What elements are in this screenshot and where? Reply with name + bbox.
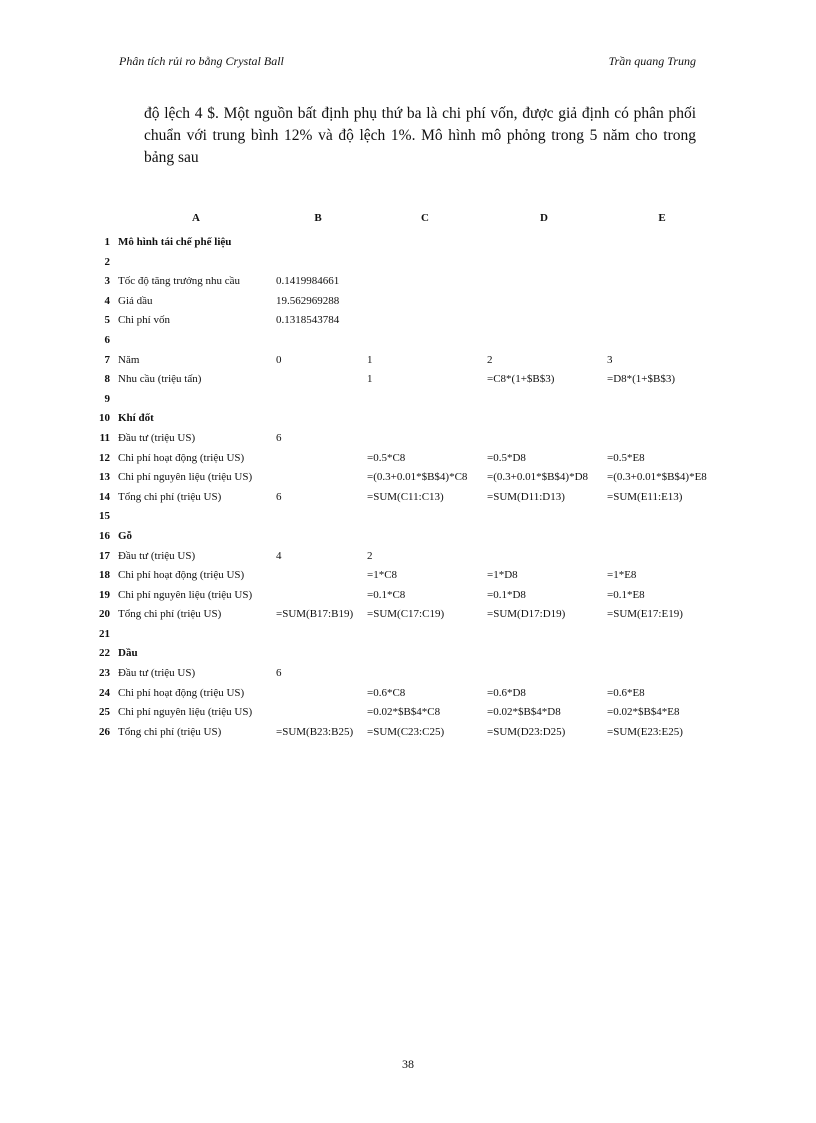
cell-d: =(0.3+0.01*$B$4)*D8 bbox=[487, 471, 589, 484]
row-number: 25 bbox=[99, 706, 110, 719]
row-number: 24 bbox=[99, 686, 110, 699]
cell-b: 0.1419984661 bbox=[276, 275, 340, 288]
cell-a: Đầu tư (triệu US) bbox=[118, 667, 196, 680]
cell-e: =SUM(E17:E19) bbox=[607, 608, 683, 621]
cell-b: 19.562969288 bbox=[276, 294, 340, 307]
cell-d: 2 bbox=[487, 353, 493, 366]
row-number: 15 bbox=[99, 510, 110, 523]
cell-d: =SUM(D23:D25) bbox=[487, 725, 566, 738]
cell-c: =0.1*C8 bbox=[367, 588, 406, 601]
table-row bbox=[0, 452, 816, 472]
cell-c: =SUM(C23:C25) bbox=[367, 725, 445, 738]
table-row bbox=[0, 569, 816, 589]
table-row bbox=[0, 491, 816, 511]
cell-d: =1*D8 bbox=[487, 569, 518, 582]
row-number: 2 bbox=[104, 255, 110, 268]
table-row bbox=[0, 373, 816, 393]
body-paragraph: độ lệch 4 $. Một nguồn bất định phụ thứ ba là chi phí vốn, được giả định có phân phối chuẩn với trung bình 12% và độ lệch 1%. Mô hình mô phỏng trong 5 năm cho trong bảng sau bbox=[144, 105, 696, 166]
cell-e: 3 bbox=[607, 353, 613, 366]
cell-b: 6 bbox=[276, 667, 282, 680]
cell-b: =SUM(B23:B25) bbox=[276, 725, 354, 738]
spreadsheet-rows bbox=[0, 236, 816, 745]
column-header-b: B bbox=[314, 212, 322, 224]
row-number: 13 bbox=[99, 471, 110, 484]
table-row bbox=[0, 647, 816, 667]
cell-c: =0.6*C8 bbox=[367, 686, 406, 699]
cell-c: =0.5*C8 bbox=[367, 451, 406, 464]
row-number: 19 bbox=[99, 588, 110, 601]
row-number: 16 bbox=[99, 529, 110, 542]
cell-a: Mô hình tái chế phế liệu bbox=[118, 236, 232, 248]
table-row bbox=[0, 510, 816, 530]
table-row bbox=[0, 530, 816, 550]
cell-d: =0.1*D8 bbox=[487, 588, 526, 601]
table-row bbox=[0, 706, 816, 726]
row-number: 22 bbox=[99, 647, 110, 660]
cell-b: 0.1318543784 bbox=[276, 314, 340, 327]
row-number: 7 bbox=[104, 353, 110, 366]
cell-a: Nhu cầu (triệu tấn) bbox=[118, 373, 202, 386]
cell-a: Chi phí vốn bbox=[118, 314, 170, 327]
table-row bbox=[0, 393, 816, 413]
page-number: 38 bbox=[402, 1057, 414, 1071]
cell-a: Tốc độ tăng trưởng nhu cầu bbox=[118, 275, 241, 288]
cell-d: =0.5*D8 bbox=[487, 451, 526, 464]
row-number: 17 bbox=[99, 549, 110, 562]
cell-a: Đầu tư (triệu US) bbox=[118, 431, 196, 444]
cell-e: =SUM(E11:E13) bbox=[607, 490, 683, 503]
cell-e: =0.5*E8 bbox=[607, 451, 645, 464]
cell-b: 6 bbox=[276, 490, 282, 503]
row-number: 10 bbox=[99, 412, 110, 425]
row-number: 11 bbox=[99, 431, 110, 444]
table-row bbox=[0, 608, 816, 628]
cell-a: Khí đốt bbox=[118, 412, 154, 425]
cell-b: =SUM(B17:B19) bbox=[276, 608, 354, 621]
cell-c: =(0.3+0.01*$B$4)*C8 bbox=[367, 471, 468, 484]
cell-b: 6 bbox=[276, 431, 282, 444]
cell-e: =SUM(E23:E25) bbox=[607, 725, 683, 738]
cell-a: Chi phí nguyên liệu (triệu US) bbox=[118, 471, 253, 484]
table-row bbox=[0, 726, 816, 746]
row-number: 20 bbox=[99, 608, 110, 621]
table-row bbox=[0, 275, 816, 295]
cell-a: Chi phí hoạt động (triệu US) bbox=[118, 686, 245, 699]
table-row bbox=[0, 432, 816, 452]
table-row bbox=[0, 471, 816, 491]
running-header-author: Trần quang Trung bbox=[608, 54, 696, 68]
cell-c: 1 bbox=[367, 353, 373, 366]
column-header-e: E bbox=[658, 212, 666, 224]
row-number: 18 bbox=[99, 569, 110, 582]
row-number: 26 bbox=[99, 725, 110, 738]
row-number: 12 bbox=[99, 451, 110, 464]
cell-c: 1 bbox=[367, 373, 373, 386]
row-number: 9 bbox=[104, 392, 110, 405]
row-number: 3 bbox=[104, 275, 110, 288]
cell-d: =C8*(1+$B$3) bbox=[487, 373, 555, 386]
running-header-title: Phân tích rủi ro bằng Crystal Ball bbox=[119, 54, 284, 68]
cell-a: Tổng chi phí (triệu US) bbox=[118, 725, 222, 738]
cell-a: Giá dầu bbox=[118, 294, 153, 307]
cell-a: Tổng chi phí (triệu US) bbox=[118, 608, 222, 621]
table-row bbox=[0, 687, 816, 707]
cell-c: =SUM(C17:C19) bbox=[367, 608, 445, 621]
cell-a: Chi phí nguyên liệu (triệu US) bbox=[118, 706, 253, 719]
cell-a: Dầu bbox=[118, 647, 138, 660]
cell-e: =1*E8 bbox=[607, 569, 637, 582]
cell-a: Chi phí hoạt động (triệu US) bbox=[118, 569, 245, 582]
cell-c: 2 bbox=[367, 549, 373, 562]
table-row bbox=[0, 236, 816, 256]
cell-b: 4 bbox=[276, 549, 282, 562]
column-header-d: D bbox=[540, 212, 548, 224]
column-header-c: C bbox=[421, 212, 429, 224]
cell-a: Đầu tư (triệu US) bbox=[118, 549, 196, 562]
cell-e: =0.6*E8 bbox=[607, 686, 645, 699]
cell-d: =SUM(D11:D13) bbox=[487, 490, 565, 503]
table-row bbox=[0, 314, 816, 334]
row-number: 4 bbox=[104, 294, 110, 307]
row-number: 21 bbox=[99, 627, 110, 640]
row-number: 1 bbox=[104, 236, 110, 248]
cell-a: Gỗ bbox=[118, 529, 133, 542]
table-row bbox=[0, 295, 816, 315]
cell-e: =0.02*$B$4*E8 bbox=[607, 706, 680, 719]
table-row bbox=[0, 628, 816, 648]
cell-a: Tổng chi phí (triệu US) bbox=[118, 490, 222, 503]
cell-b: 0 bbox=[276, 353, 282, 366]
table-row bbox=[0, 256, 816, 276]
column-header-a: A bbox=[192, 212, 200, 224]
table-row bbox=[0, 550, 816, 570]
table-row bbox=[0, 589, 816, 609]
row-number: 14 bbox=[99, 490, 110, 503]
cell-c: =0.02*$B$4*C8 bbox=[367, 706, 441, 719]
cell-a: Chi phí hoạt động (triệu US) bbox=[118, 451, 245, 464]
cell-d: =0.02*$B$4*D8 bbox=[487, 706, 561, 719]
cell-c: =SUM(C11:C13) bbox=[367, 490, 444, 503]
table-row bbox=[0, 412, 816, 432]
cell-e: =(0.3+0.01*$B$4)*E8 bbox=[607, 471, 707, 484]
cell-e: =0.1*E8 bbox=[607, 588, 645, 601]
row-number: 6 bbox=[104, 333, 110, 346]
cell-d: =SUM(D17:D19) bbox=[487, 608, 566, 621]
cell-a: Chi phí nguyên liệu (triệu US) bbox=[118, 588, 253, 601]
row-number: 23 bbox=[99, 667, 110, 680]
table-row bbox=[0, 354, 816, 374]
table-row bbox=[0, 667, 816, 687]
cell-c: =1*C8 bbox=[367, 569, 398, 582]
row-number: 5 bbox=[104, 314, 110, 327]
row-number: 8 bbox=[104, 373, 110, 386]
cell-a: Năm bbox=[118, 353, 140, 366]
cell-e: =D8*(1+$B$3) bbox=[607, 373, 676, 386]
table-row bbox=[0, 334, 816, 354]
cell-d: =0.6*D8 bbox=[487, 686, 526, 699]
